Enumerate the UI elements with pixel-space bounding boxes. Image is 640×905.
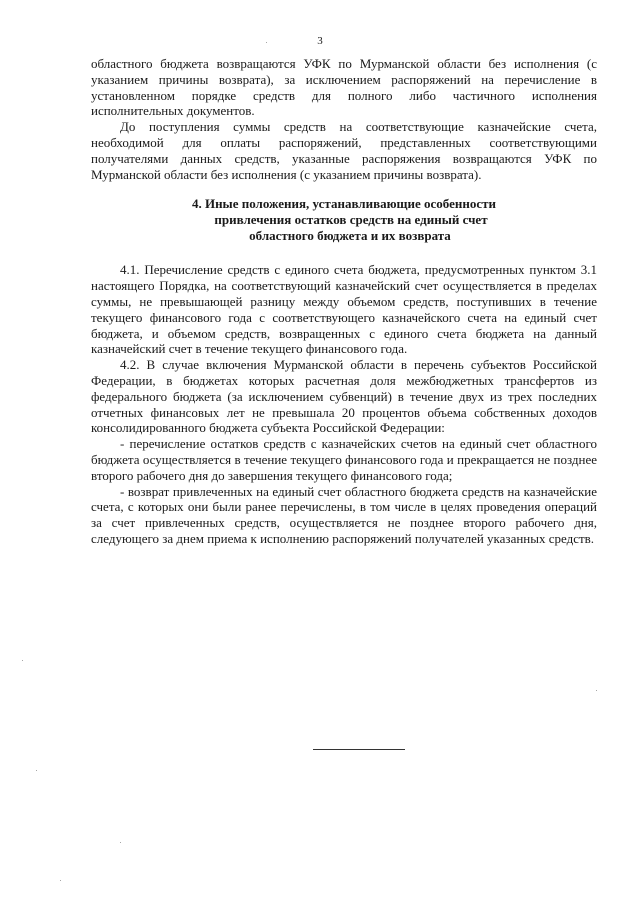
paragraph-4-1: 4.1. Перечисление средств с единого счета бюджета, предусмотренных пунктом 3.1 настоящего Порядка, на соответствующий казначейский счет осуществляется в пределах суммы, не превышающей разницу между объемом средств, поступивших в течение текущего финансового года с соответствующего казначейского счета на единый счет бюджета, и объемом средств, возвращенных с единого счета бюджета на данный казначейский счет в течение текущего финансового года. [91, 262, 597, 357]
scan-speck [22, 660, 23, 661]
scan-speck [596, 690, 597, 691]
end-divider-line [313, 749, 405, 750]
paragraph-continuation: областного бюджета возвращаются УФК по Мурманской области без исполнения (с указанием причины возврата), за исключением распоряжений на перечисление в установленном порядке средств для полного либо частичного исполнения исполнительных документов. [91, 56, 597, 119]
document-body [91, 56, 597, 547]
section-heading [91, 196, 597, 244]
paragraph-return-rule: До поступления суммы средств на соответствующие казначейские счета, необходимой для оплаты распоряжений, представленных соответствующими получателями данных средств, указанные распоряжения возвращаются УФК по Мурманской области без исполнения (с указанием причины возврата). [91, 119, 597, 182]
section-heading-line-1: 4. Иные положения, устанавливающие особенности [191, 196, 497, 212]
section-heading-line-3: областного бюджета и их возврата [249, 228, 451, 244]
section-heading-line-2: привлечения остатков средств на единый счет [214, 212, 488, 228]
scan-speck [266, 42, 267, 43]
paragraph-bullet-return: - возврат привлеченных на единый счет областного бюджета средств на казначейские счета, с которых они были ранее перечислены, в том числе в целях проведения операций за счет привлеченных средств, осуществляется не позднее второго рабочего дня, следующего за днем приема к исполнению распоряжений получателей указанных средств. [91, 483, 597, 546]
paragraph-4-2: 4.2. В случае включения Мурманской области в перечень субъектов Российской Федерации, в бюджетах которых расчетная доля межбюджетных трансфертов из федерального бюджета (за исключением субвенций) в течение двух из трех последних отчетных финансовых лет не превышала 20 процентов объема собственных доходов консолидированного бюджета субъекта Российской Федерации: [91, 357, 597, 436]
page-number: 3 [317, 35, 323, 47]
scan-speck [36, 770, 37, 771]
paragraph-bullet-transfer: - перечисление остатков средств с казначейских счетов на единый счет областного бюджета осуществляется в течение текущего финансового года и прекращается не позднее второго рабочего дня до завершения текущего финансового года; [91, 436, 597, 483]
scan-speck [60, 880, 61, 881]
scan-speck [120, 842, 121, 843]
